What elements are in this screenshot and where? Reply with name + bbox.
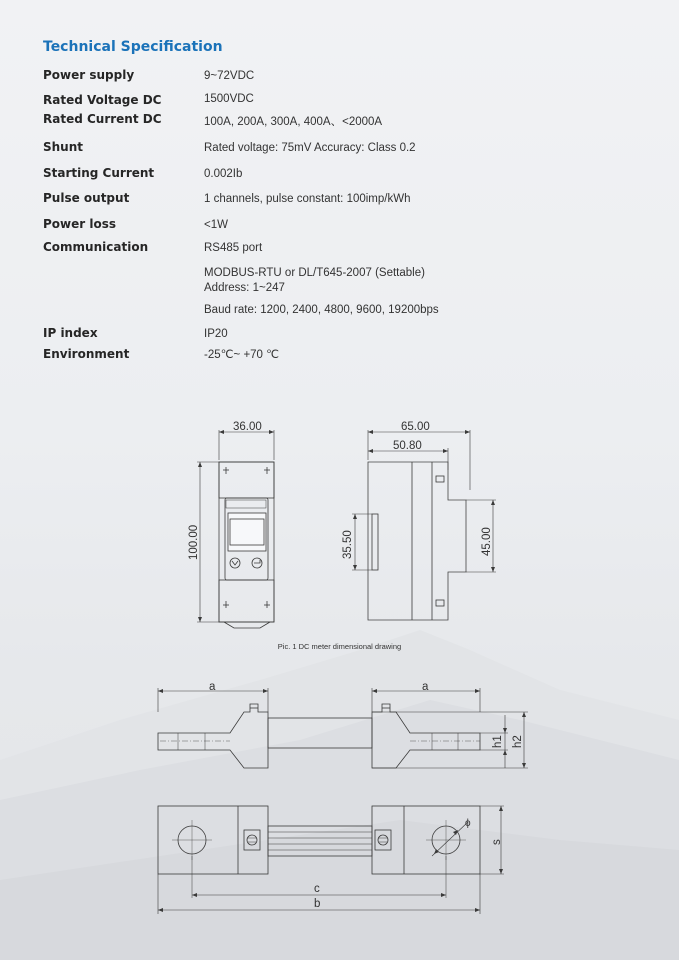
page-title: Technical Specification [43, 39, 223, 55]
spec-label: Communication [43, 240, 149, 254]
dim-side-width: 65.00 [401, 421, 430, 433]
dim-side-left-height: 35.50 [342, 530, 354, 559]
spec-label: Power supply [43, 68, 135, 82]
spec-label: Starting Current [43, 166, 155, 180]
spec-value: 1 channels, pulse constant: 100imp/kWh [204, 193, 411, 205]
spec-label: Environment [43, 347, 130, 361]
dim-front-height: 100.00 [188, 524, 200, 560]
dim-phi: ϕ [465, 818, 471, 829]
dim-c: c [314, 883, 320, 895]
spec-label: Shunt [43, 140, 84, 154]
spec-value: IP20 [204, 328, 228, 340]
dim-side-inner-width: 50.80 [393, 440, 422, 452]
shunt-top-view [158, 806, 504, 914]
spec-value: 9~72VDC [204, 70, 255, 82]
spec-label: Power loss [43, 217, 117, 231]
dim-a-left: a [209, 681, 216, 693]
dim-front-width: 36.00 [233, 421, 262, 433]
dim-s: s [491, 839, 503, 845]
dim-h1: h1 [492, 735, 504, 748]
shunt-side-view [158, 688, 528, 768]
dim-a-right: a [422, 681, 429, 693]
dim-h2: h2 [512, 735, 524, 748]
spec-value: Rated voltage: 75mV Accuracy: Class 0.2 [204, 142, 416, 154]
spec-value: 100A, 200A, 300A, 400A、<2000A [204, 116, 383, 128]
spec-value: Baud rate: 1200, 2400, 4800, 9600, 19200bps [204, 304, 439, 316]
spec-value: MODBUS-RTU or DL/T645-2007 (Settable) [204, 267, 425, 279]
spec-value: 0.002Ib [204, 168, 243, 180]
spec-label: Rated Current DC [43, 112, 162, 126]
spec-value: RS485 port [204, 242, 263, 254]
drawing-caption: Pic. 1 DC meter dimensional drawing [277, 642, 402, 651]
spec-value: Address: 1~247 [204, 282, 285, 294]
spec-value: 1500VDC [204, 93, 254, 105]
spec-value: -25℃~ +70 ℃ [204, 349, 280, 361]
dim-b: b [314, 898, 321, 910]
spec-label: Pulse output [43, 191, 130, 205]
spec-label: IP index [43, 326, 98, 340]
spec-label: Rated Voltage DC [43, 93, 162, 107]
spec-value: <1W [204, 219, 228, 231]
dim-side-right-height: 45.00 [481, 527, 493, 556]
